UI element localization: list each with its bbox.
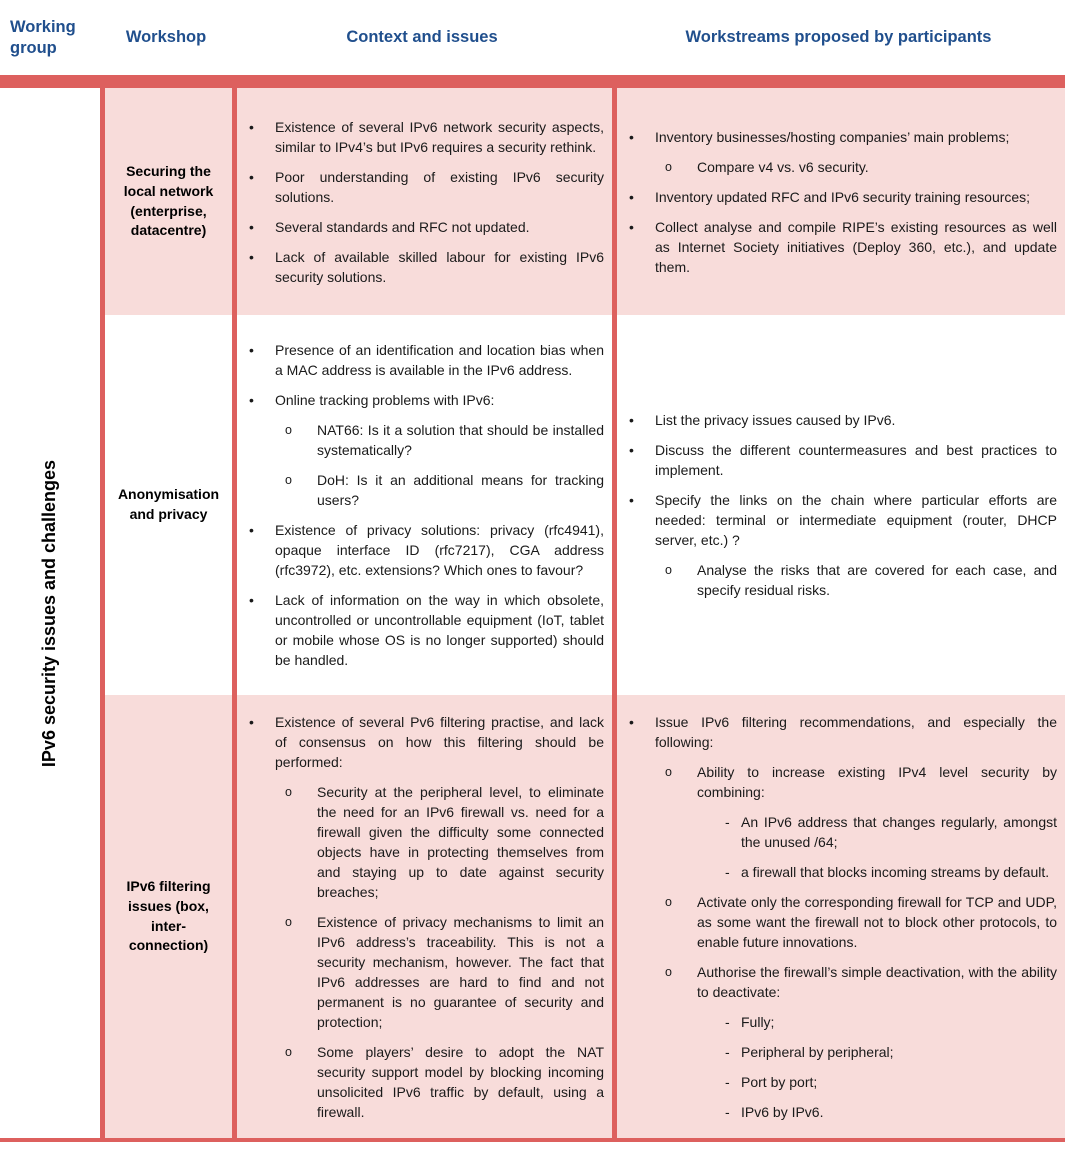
bullet-icon: • (629, 442, 634, 458)
bullet-icon: • (249, 592, 254, 608)
circle-bullet-icon: o (665, 964, 672, 979)
list-item (617, 560, 1057, 600)
table-bottom-border (0, 1138, 1065, 1142)
list-item-text: Poor understanding of existing IPv6 security solutions. (275, 168, 604, 205)
list-item-text: Security at the peripheral level, to eliminate the need for an IPv6 firewall vs. need for a firewall given the difficulty some connected objects have in protecting themselves from and staying up to date against security breaches; (317, 783, 604, 900)
list-item (617, 862, 1057, 882)
list-item (617, 410, 1057, 430)
list-item-text: Lack of available skilled labour for existing IPv6 security solutions. (275, 248, 604, 285)
workstreams-list-row1 (612, 88, 1065, 315)
list-item (617, 1102, 1057, 1122)
dash-bullet-icon: - (725, 863, 730, 880)
list-item (237, 712, 604, 772)
list-item (617, 490, 1057, 550)
list-item-text: Existence of several Pv6 filtering practise, and lack of consensus on how this filtering should be performed: (275, 713, 604, 770)
bullet-icon: • (249, 713, 254, 730)
list-item (237, 247, 604, 287)
list-item-text: Issue IPv6 filtering recommendations, and especially the following: (655, 713, 1057, 750)
list-item (237, 470, 604, 510)
working-group-cell (0, 88, 100, 1138)
dash-bullet-icon: - (725, 813, 730, 830)
list-item (617, 1012, 1057, 1032)
list-item (237, 1042, 604, 1122)
header-workshop: Workshop (125, 28, 207, 47)
context-list-row3 (232, 695, 612, 1138)
bullet-icon: • (629, 188, 634, 205)
table-header-row (0, 0, 1065, 75)
list-item (617, 892, 1057, 952)
list-item-text: Existence of privacy solutions: privacy (rfc4941), opaque interface ID (rfc7217), CGA address (rfc3972), etc. extensions? Which ones to favour? (275, 522, 604, 578)
dash-bullet-icon: - (725, 1073, 730, 1090)
list-item-text: Inventory businesses/hosting companies’ main problems; (655, 128, 1010, 145)
circle-bullet-icon: o (285, 914, 292, 929)
list-item-text: List the privacy issues caused by IPv6. (655, 412, 896, 428)
circle-bullet-icon: o (285, 423, 292, 437)
list-item-text: IPv6 by IPv6. (741, 1103, 824, 1120)
list-item-text: An IPv6 address that changes regularly, amongst the unused /64; (741, 813, 1057, 850)
list-item-text: Some players’ desire to adopt the NAT security support model by blocking incoming unsolicited IPv6 traffic by default, using a firewall. (317, 1043, 604, 1120)
bullet-icon: • (249, 118, 254, 135)
workshop-cell-securing-local-network: Securing the local network (enterprise, datacentre) (100, 88, 232, 315)
bullet-icon: • (629, 412, 634, 428)
list-item (617, 1072, 1057, 1092)
list-item (237, 217, 604, 237)
context-list-row1 (232, 88, 612, 315)
list-item (617, 157, 1057, 177)
table-body (0, 88, 1065, 1138)
list-item (237, 590, 604, 670)
list-item-text: DoH: Is it an additional means for tracking users? (317, 472, 604, 508)
list-item-text: Inventory updated RFC and IPv6 security training resources; (655, 188, 1031, 205)
list-item (617, 712, 1057, 752)
list-item (617, 187, 1057, 207)
list-item (237, 167, 604, 207)
dash-bullet-icon: - (725, 1043, 730, 1060)
list-item-text: Presence of an identification and location bias when a MAC address is available in the IPv6 address. (275, 342, 604, 378)
list-item (237, 420, 604, 460)
list-item-text: Existence of several IPv6 network security aspects, similar to IPv4’s but IPv6 requires a security rethink. (275, 118, 604, 155)
dash-bullet-icon: - (725, 1103, 730, 1120)
list-item-text: Discuss the different countermeasures and best practices to implement. (655, 442, 1057, 478)
bullet-icon: • (629, 218, 634, 235)
list-item (237, 340, 604, 380)
list-item-text: Peripheral by peripheral; (741, 1043, 894, 1060)
list-item (617, 127, 1057, 147)
list-item-text: Analyse the risks that are covered for each case, and specify residual risks. (697, 562, 1057, 598)
workshop-cell-anonymisation-privacy: Anonymisation and privacy (100, 315, 232, 695)
bullet-icon: • (629, 128, 634, 145)
circle-bullet-icon: o (665, 563, 672, 577)
list-item-text: Lack of information on the way in which obsolete, uncontrolled or uncontrollable equipment (IoT, tablet or mobile whose OS is no longer supported) should be handled. (275, 592, 604, 668)
workstreams-list-row3 (612, 695, 1065, 1138)
circle-bullet-icon: o (285, 784, 292, 799)
list-item-text: Compare v4 vs. v6 security. (697, 158, 869, 175)
list-item-text: Collect analyse and compile RIPE’s existing resources as well as Internet Society initiatives (Deploy 360, etc.), and update them. (655, 218, 1057, 275)
workstreams-list-row2 (612, 315, 1065, 695)
list-item (617, 1042, 1057, 1062)
list-item (617, 962, 1057, 1002)
circle-bullet-icon: o (665, 764, 672, 779)
list-item-text: Fully; (741, 1013, 775, 1030)
list-item-text: Several standards and RFC not updated. (275, 218, 530, 235)
list-item-text: NAT66: Is it a solution that should be installed systematically? (317, 422, 604, 458)
circle-bullet-icon: o (285, 1044, 292, 1059)
list-item (237, 390, 604, 410)
list-item (617, 217, 1057, 277)
list-item (237, 912, 604, 1032)
bullet-icon: • (629, 492, 634, 508)
dash-bullet-icon: - (725, 1013, 730, 1030)
context-list-row2 (232, 315, 612, 695)
bullet-icon: • (249, 248, 254, 265)
circle-bullet-icon: o (665, 159, 672, 174)
circle-bullet-icon: o (665, 894, 672, 909)
list-item-text: Existence of privacy mechanisms to limit an IPv6 address’s traceability. This is not a security mechanism, however. The fact that IPv6 addresses are hard to find and not permanent is no guarantee of security and protection; (317, 913, 604, 1030)
list-item-text: Ability to increase existing IPv4 level security by combining: (697, 763, 1057, 800)
list-item-text: Online tracking problems with IPv6: (275, 392, 495, 408)
header-context-and-issues: Context and issues (346, 28, 498, 47)
list-item (617, 762, 1057, 802)
circle-bullet-icon: o (285, 473, 292, 487)
list-item-text: Port by port; (741, 1073, 818, 1090)
list-item-text: a firewall that blocks incoming streams by default. (741, 863, 1050, 880)
list-item (617, 440, 1057, 480)
bullet-icon: • (249, 342, 254, 358)
bullet-icon: • (249, 392, 254, 408)
header-divider-bar (0, 75, 1065, 88)
working-group-rotated-label: IPv6 security issues and challenges (39, 459, 60, 767)
list-item-text: Authorise the firewall’s simple deactivation, with the ability to deactivate: (697, 963, 1057, 1000)
bullet-icon: • (629, 713, 634, 730)
list-item (237, 520, 604, 580)
bullet-icon: • (249, 522, 254, 538)
list-item (617, 812, 1057, 852)
list-item (237, 117, 604, 157)
workshop-cell-ipv6-filtering: IPv6 filtering issues (box, inter-connection) (100, 695, 232, 1138)
bullet-icon: • (249, 168, 254, 185)
header-workstreams: Workstreams proposed by participants (685, 28, 992, 47)
header-working-group: Working group (10, 17, 76, 57)
list-item-text: Specify the links on the chain where particular efforts are needed: terminal or intermediate equipment (router, DHCP server, etc.) ? (655, 492, 1057, 548)
bullet-icon: • (249, 218, 254, 235)
list-item (237, 782, 604, 902)
list-item-text: Activate only the corresponding firewall for TCP and UDP, as some want the firewall not to block other protocols, to enable future innovations. (697, 893, 1057, 950)
